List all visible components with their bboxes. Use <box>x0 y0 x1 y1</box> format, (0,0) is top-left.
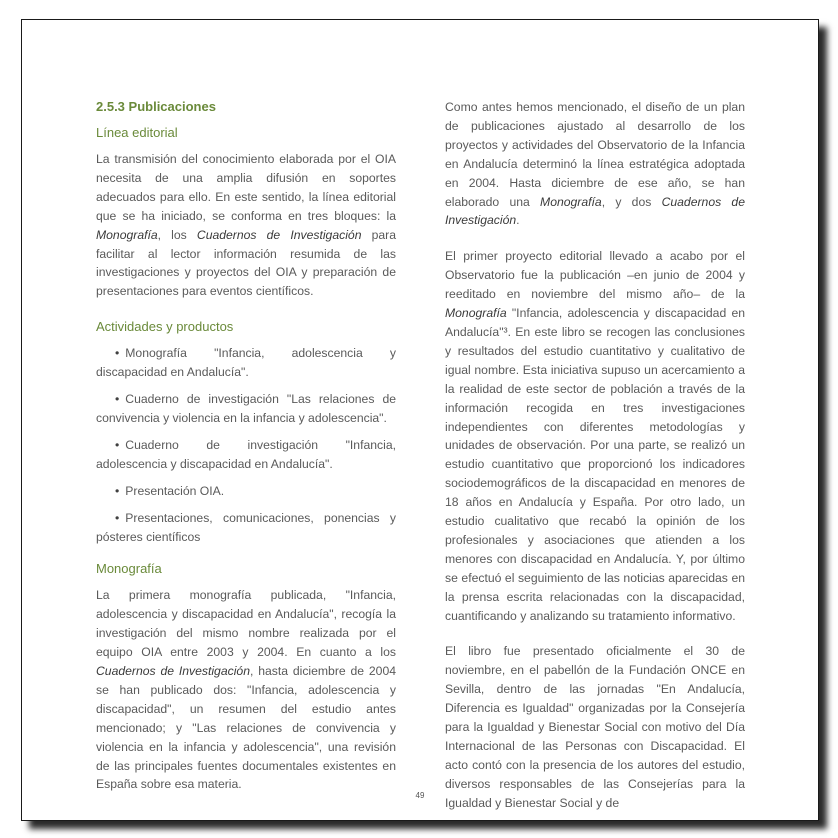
text-run: El primer proyecto editorial llevado a acabo por el Observatorio fue la publicación –en junio de 2004 y reeditado en noviembre del mismo año– de la <box>445 249 745 302</box>
text-run: , y dos <box>601 194 662 209</box>
emphasized-title: Cuadernos de Investigación <box>196 227 362 242</box>
emphasized-title: Monografía <box>445 306 507 321</box>
text-run: "Infancia, adolescencia y discapacidad en Andalucía"³. En este libro se recogen las conclusiones y resultados del estudio cuantitativo y cualitativo de igual nombre. Esta iniciativa supuso un acercamiento a la realidad de este sector de población a través de la información recogida en tres investigaciones independientes con diferentes metodologías y unidades de observación. Por una parte, se realizó un estudio cuantitativo que proporcionó los indicadores sociodemográficos de la discapacidad en menores de 18 años en Andalucía y España. Por otro lado, un estudio cualitativo que recabó la opinión de los profesionales y asociaciones que atienden a los menores con discapacidad en Andalucía. Y, por último se efectuó el seguimiento de las noticias aparecidas en la prensa escrita relacionadas con la discapacidad, cuantificando y analizando su tratamiento informativo. <box>445 306 745 623</box>
monografia-paragraph <box>96 586 396 794</box>
list-item: • Presentaciones, comunicaciones, ponencias y pósteres científicos <box>96 510 396 544</box>
bullet-icon: • <box>115 392 120 407</box>
document-page <box>21 19 819 821</box>
emphasized-title: Monografía <box>540 194 602 209</box>
text-run: , los <box>157 227 197 242</box>
activities-heading: Actividades y productos <box>96 319 234 335</box>
section-heading: 2.5.3 Publicaciones <box>96 99 216 114</box>
bullet-icon: • <box>115 346 120 361</box>
editorial-paragraph <box>96 150 396 301</box>
bullet-icon: • <box>115 510 120 525</box>
page-number: 49 <box>415 791 425 800</box>
emphasized-title: Monografía <box>96 227 158 242</box>
right-column <box>445 98 745 813</box>
list-item: • Cuaderno de investigación "Infancia, adolescencia y discapacidad en Andalucía". <box>96 437 396 471</box>
text-run: La transmisión del conocimiento elaborada por el OIA necesita de una amplia difusión en soportes adecuados para ello. En este sentido, la línea editorial que se ha iniciado, se conforma en tres bloques: la <box>96 152 396 223</box>
emphasized-title: Cuadernos de Investigación <box>96 664 250 679</box>
editorial-heading: Línea editorial <box>96 125 178 140</box>
intro-paragraph <box>445 98 745 230</box>
text-run: . <box>516 213 520 228</box>
first-project-paragraph <box>445 247 745 625</box>
left-column <box>96 98 396 794</box>
activities-list <box>96 344 396 546</box>
text-run: El libro fue presentado oficialmente el 30 de noviembre, en el pabellón de la Fundación ONCE en Sevilla, dentro de las jornadas "En Andalucía, Diferencia es Igualdad" organizadas por la Consejería para la Igualdad y Bienestar Social con motivo del Día Internacional de las Personas con Discapacidad. El acto contó con la presencia de los autores del estudio, diversos responsables de las Consejerías para la Igualdad y Bienestar Social y de <box>445 644 745 810</box>
presentation-paragraph <box>445 642 745 812</box>
list-item: • Presentación OIA. <box>115 483 225 498</box>
text-run: para facilitar al lector información resumida de las investigaciones y proyectos del OIA y preparación de presentaciones para eventos científicos. <box>96 227 396 299</box>
bullet-icon: • <box>115 483 120 498</box>
list-item: • Monografía "Infancia, adolescencia y discapacidad en Andalucía". <box>96 346 396 380</box>
monografia-heading: Monografía <box>96 561 162 577</box>
bullet-icon: • <box>115 437 120 452</box>
text-run: Como antes hemos mencionado, el diseño de un plan de publicaciones ajustado al desarrollo de los proyectos y actividades del Observatorio de la Infancia en Andalucía determinó la línea estratégica adoptada en 2004. Hasta diciembre de ese año, se han elaborado una <box>445 100 745 209</box>
text-run: La primera monografía publicada, "Infancia, adolescencia y discapacidad en Andalucía", recogía la investigación del mismo nombre realizada por el equipo OIA entre 2003 y 2004. En cuanto a los <box>96 588 396 660</box>
text-run: , hasta diciembre de 2004 se han publicado dos: "Infancia, adolescencia y discapacidad", un resumen del estudio antes mencionado; y "Las relaciones de convivencia y violencia en la infancia y adolescencia", una revisión de las principales fuentes documentales existentes en España sobre esa materia. <box>96 664 397 792</box>
list-item: • Cuaderno de investigación "Las relaciones de convivencia y violencia en la infancia y adolescencia". <box>96 392 396 425</box>
emphasized-title: Cuadernos de Investigación <box>445 194 745 228</box>
